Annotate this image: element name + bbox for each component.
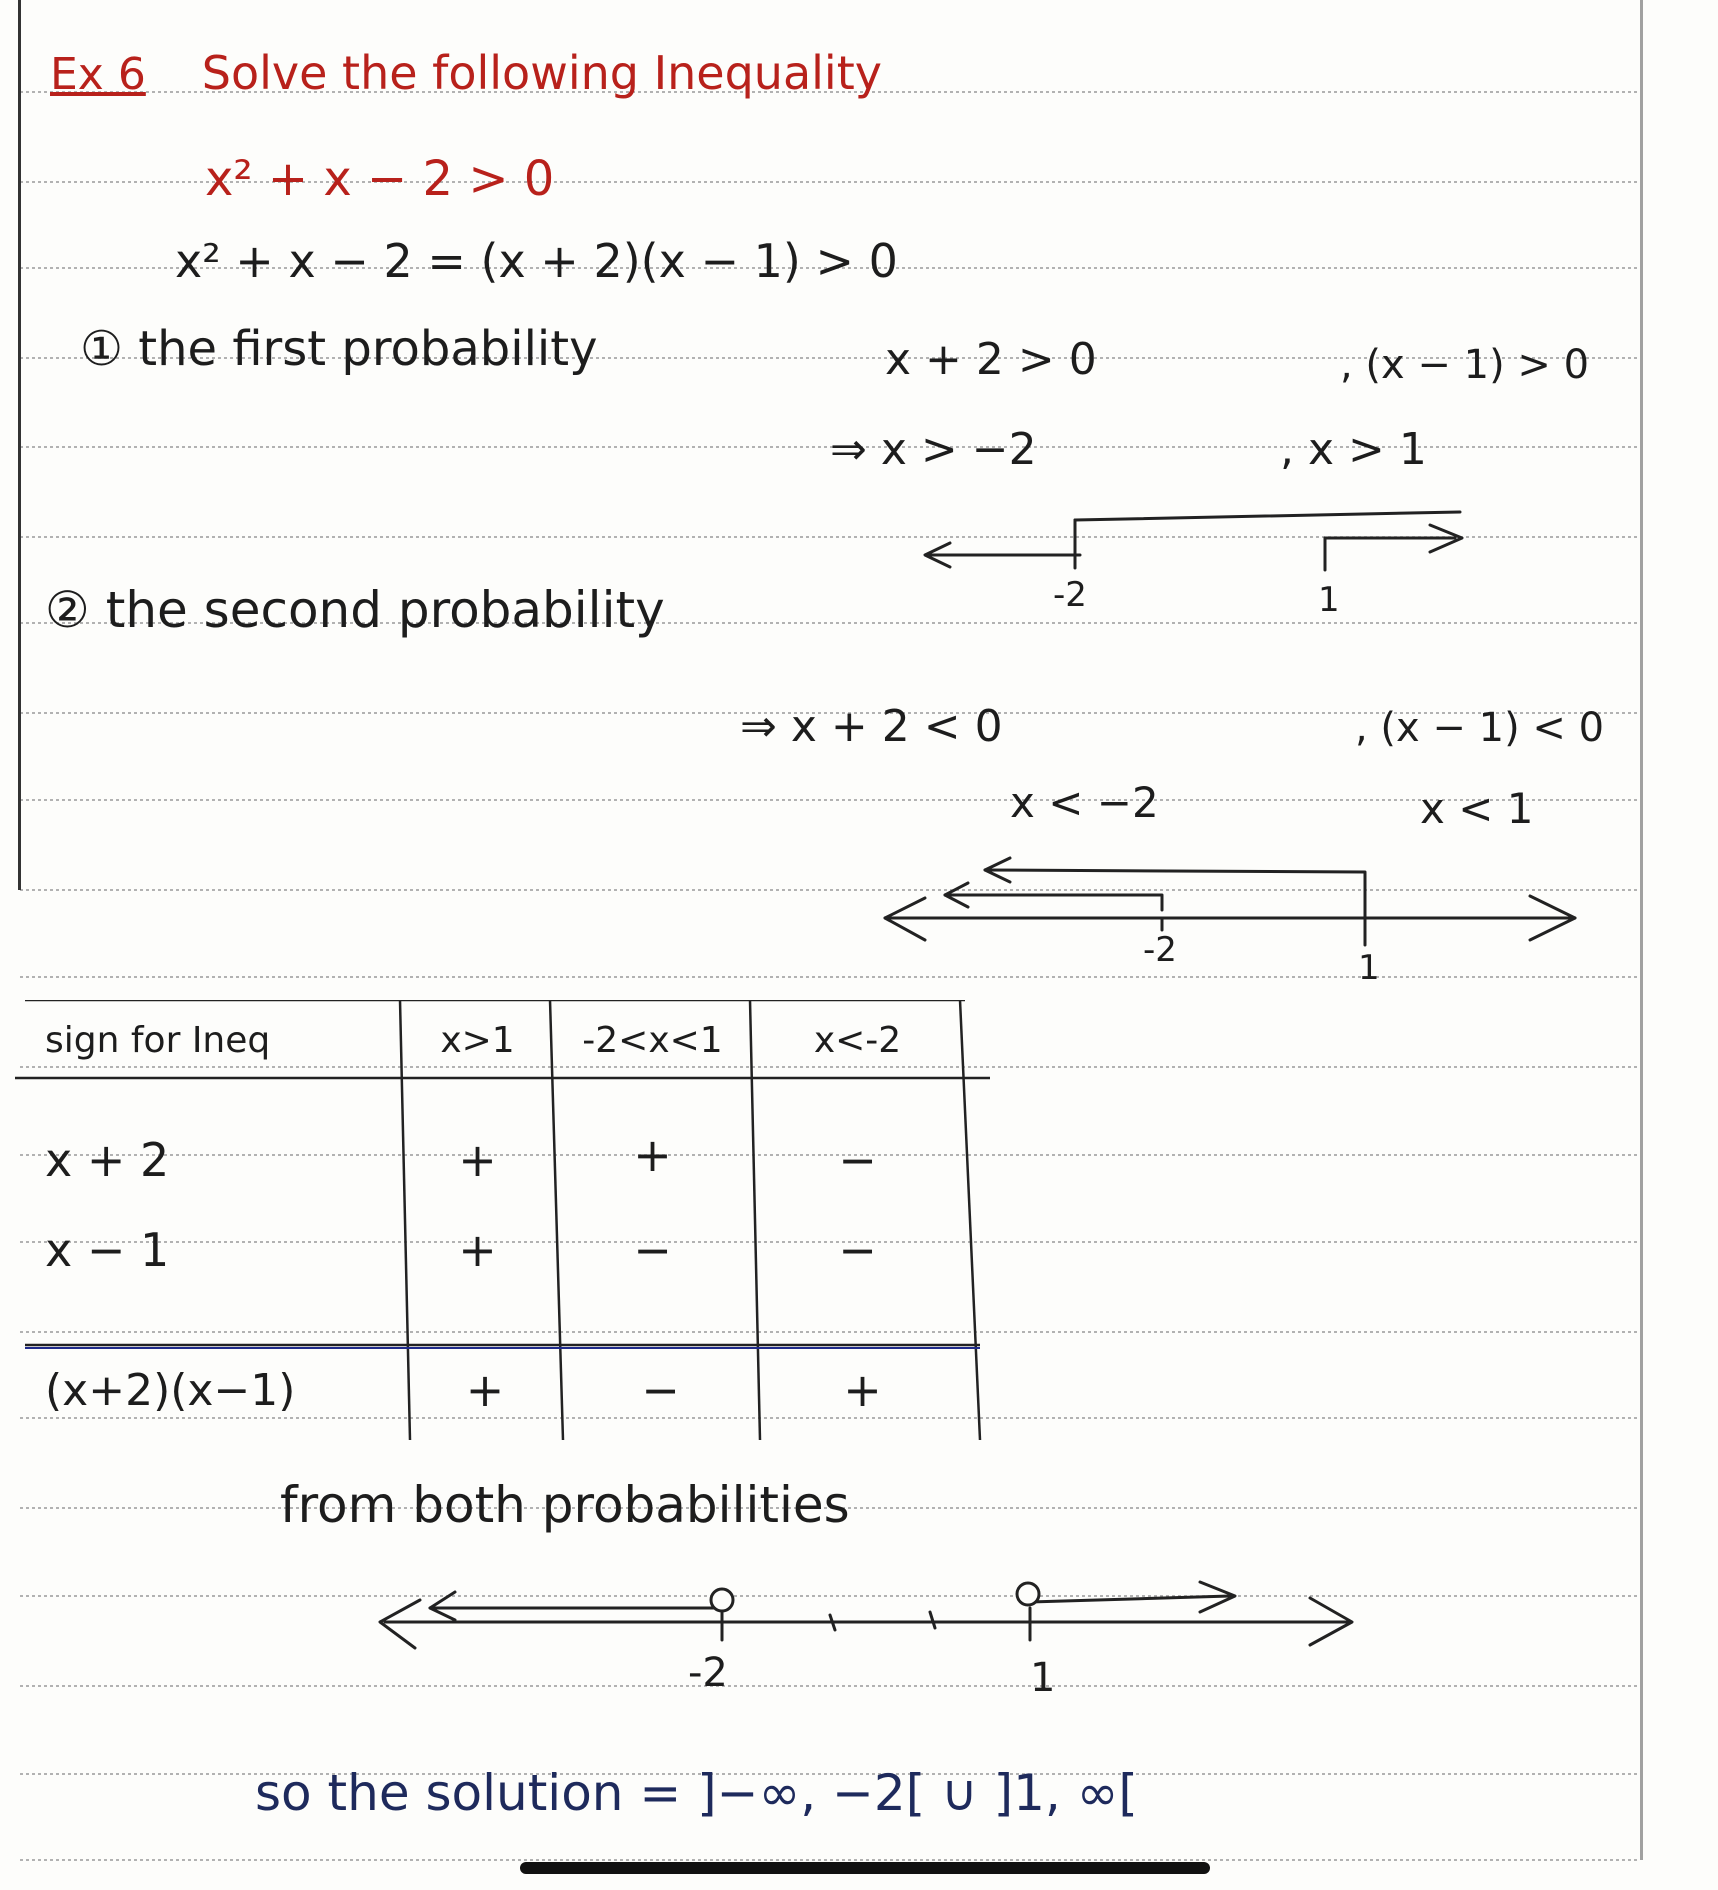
solution-text: so the solution = ]−∞, −2[ ∪ ]1, ∞[ — [255, 1764, 1138, 1822]
table-cell: + — [465, 1363, 505, 1417]
table-cell: − — [641, 1363, 680, 1417]
open-circle-minus-2 — [711, 1589, 733, 1611]
first-tick-1: 1 — [1318, 580, 1340, 620]
first-result-1: ⇒ x > −2 — [830, 424, 1037, 475]
first-condition-2: , (x − 1) > 0 — [1340, 342, 1590, 388]
table-cell: + — [458, 1133, 497, 1187]
table-cell: + — [458, 1223, 497, 1277]
first-probability-heading: ① the first probability — [80, 321, 598, 377]
table-cell: + — [633, 1128, 672, 1182]
table-row-label: x − 1 — [45, 1223, 170, 1277]
example-number: Ex 6 — [50, 49, 146, 100]
table-cell: − — [838, 1133, 877, 1187]
table-header-gt1: x>1 — [440, 1019, 515, 1061]
final-tick-1: 1 — [1030, 1655, 1056, 1701]
second-result-2: x < 1 — [1420, 784, 1534, 833]
both-heading: from both probabilities — [280, 1476, 850, 1534]
table-cell: − — [633, 1223, 672, 1277]
inequality: x² + x − 2 > 0 — [205, 151, 555, 207]
table-header-sign: sign for Ineq — [45, 1019, 271, 1061]
first-result-2: , x > 1 — [1280, 424, 1427, 475]
factored-form: x² + x − 2 = (x + 2)(x − 1) > 0 — [175, 234, 898, 288]
second-tick-1: 1 — [1358, 948, 1380, 988]
table-cell: + — [843, 1363, 882, 1417]
table-cell: − — [838, 1223, 877, 1277]
table-row-label: (x+2)(x−1) — [45, 1364, 296, 1416]
second-condition-2: , (x − 1) < 0 — [1355, 705, 1605, 751]
final-tick-minus-2: -2 — [688, 1650, 728, 1696]
table-row-label: x + 2 — [45, 1133, 170, 1187]
table-header-between: -2<x<1 — [582, 1019, 723, 1061]
open-circle-1 — [1017, 1583, 1039, 1605]
home-indicator[interactable] — [520, 1862, 1210, 1874]
second-probability-heading: ② the second probability — [45, 581, 665, 639]
table-header-lt-minus2: x<-2 — [813, 1019, 902, 1061]
instruction-text: Solve the following Inequality — [201, 46, 882, 100]
second-result-1: x < −2 — [1010, 778, 1159, 827]
second-condition-1: ⇒ x + 2 < 0 — [740, 701, 1003, 752]
first-condition-1: x + 2 > 0 — [885, 334, 1097, 385]
second-tick-minus-2: -2 — [1143, 930, 1177, 970]
first-tick-minus-2: -2 — [1053, 575, 1087, 615]
